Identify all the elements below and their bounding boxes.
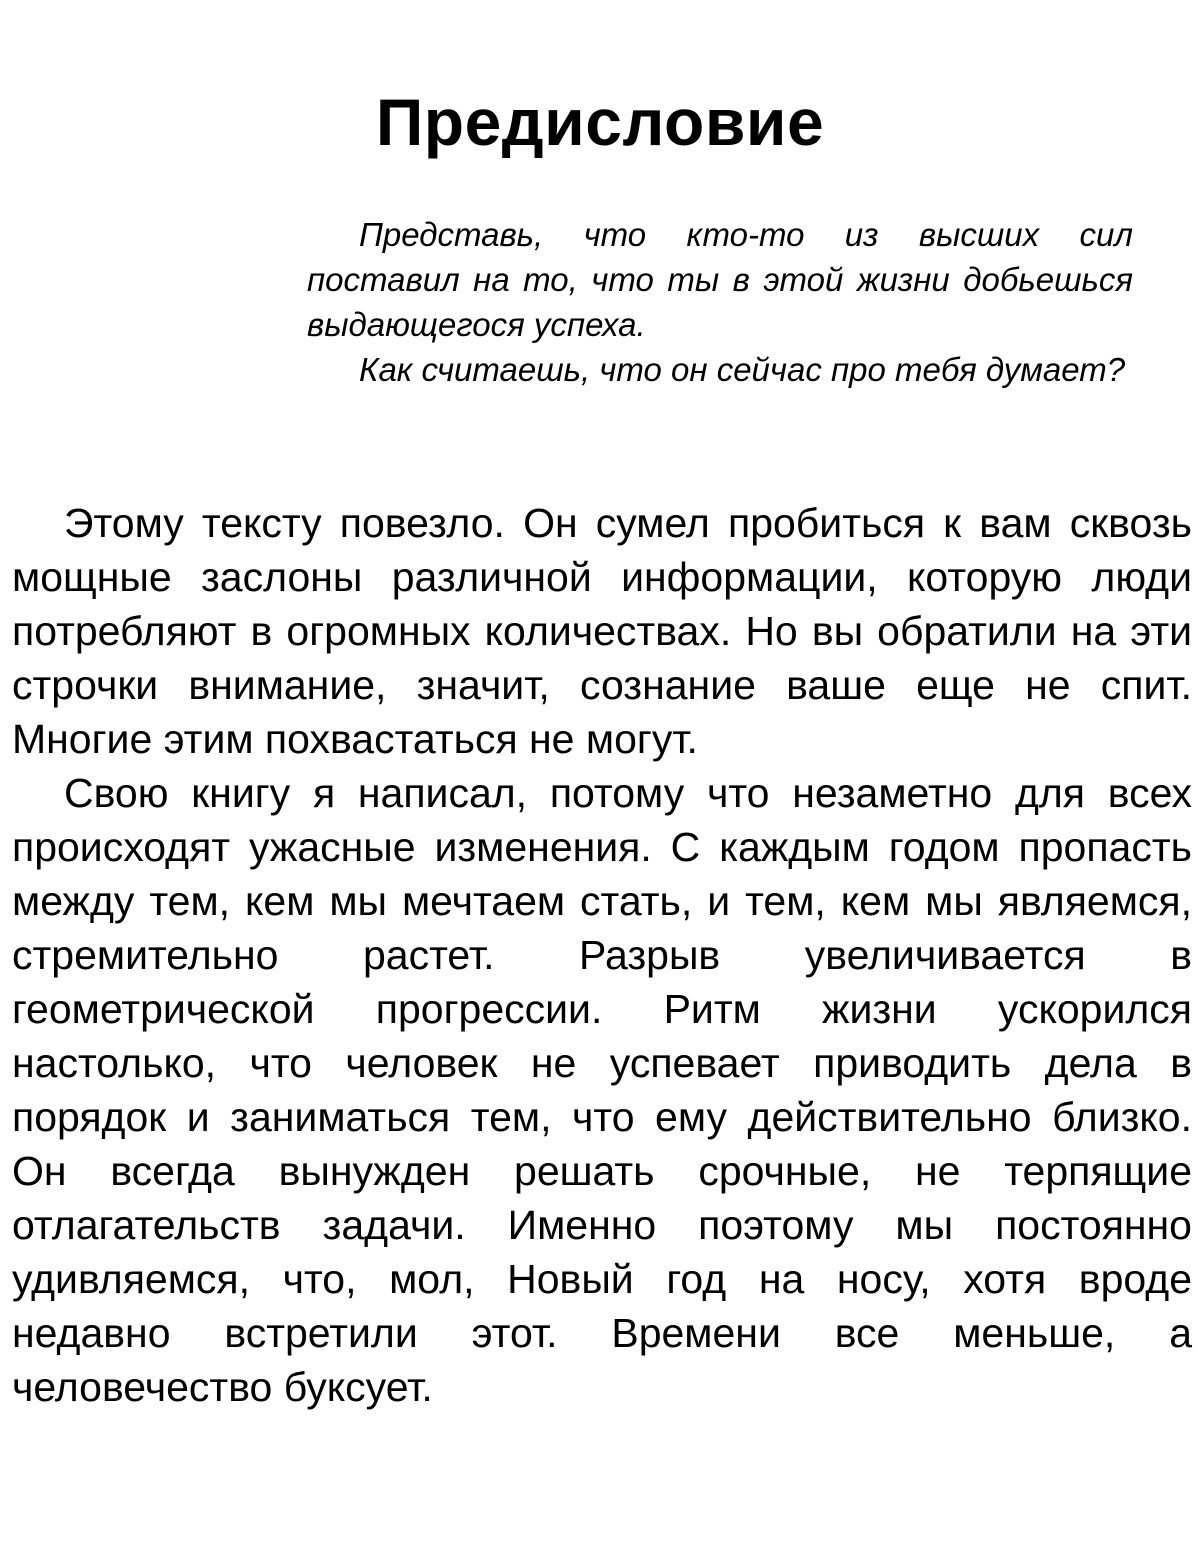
body-paragraph: Свою книгу я написал, потому что незаметно для всех происходят ужасные изменения. С каждым годом пропасть между тем, кем мы мечтаем стать, и тем, кем мы являемся, стремительно растет. Разрыв увеличивается в геометрической прогрессии. Ритм жизни ускорился настолько, что человек не успевает приводить дела в порядок и заниматься тем, что ему действительно близко. Он всегда вынужден решать срочные, не терпящие отлагательств задачи. Именно поэтому мы постоянно удивляемся, что, мол, Новый год на носу, хотя вроде недавно встретили этот. Времени все меньше, а человечество буксует.	[12, 770, 1192, 1410]
body-text	[12, 496, 1192, 1414]
epigraph-paragraph: Как считаешь, что он сейчас про тебя думает?	[359, 351, 1126, 388]
body-paragraph: Этому тексту повезло. Он сумел пробиться к вам сквозь мощные заслоны различной информации, которую люди потребляют в огромных количествах. Но вы обратили на эти строчки внимание, значит, сознание ваше еще не спит. Многие этим похвастаться не могут.	[12, 500, 1192, 762]
epigraph	[307, 212, 1133, 392]
epigraph-paragraph: Представь, что кто-то из высших сил поставил на то, что ты в этой жизни добьешься выдающегося успеха.	[307, 216, 1133, 343]
page-title: Предисловие	[375, 85, 825, 159]
